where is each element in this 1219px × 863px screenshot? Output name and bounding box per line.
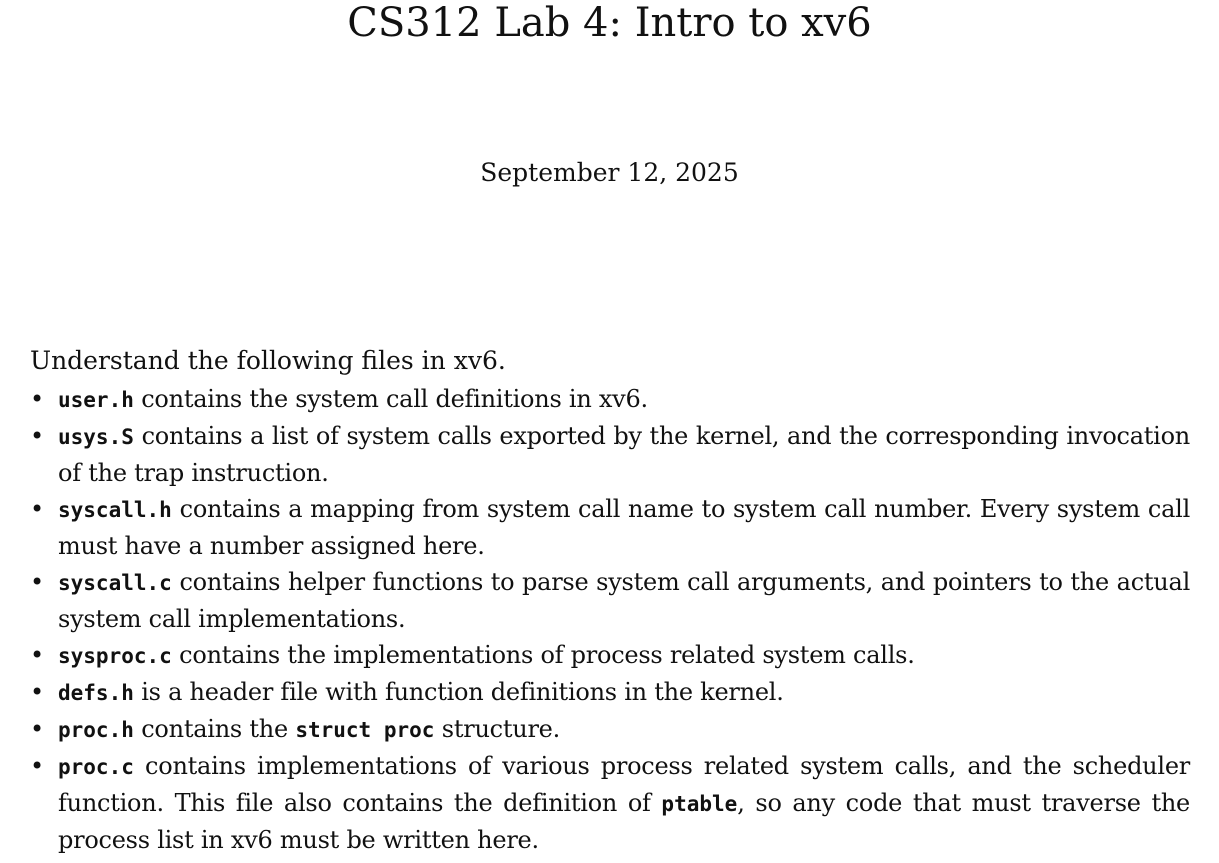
- document-date: September 12, 2025: [480, 158, 739, 187]
- item-description: contains the implementations of process related system calls.: [171, 641, 915, 669]
- list-item-sysproc-c: [30, 637, 1190, 674]
- file-list: [30, 381, 1190, 858]
- file-name: proc.h: [58, 718, 134, 742]
- item-description: contains a mapping from system call name to system call number. Every system call must have a number assigned here.: [58, 495, 1190, 560]
- inline-code: ptable: [661, 792, 738, 816]
- item-description: contains implementations of various process related system calls, and the scheduler function. This file also contains the definition of: [58, 752, 1190, 817]
- item-description: contains helper functions to parse system call arguments, and pointers to the actual system call implementations.: [58, 568, 1190, 633]
- item-description-tail: , so any code that must traverse the process list in xv6 must be written here.: [58, 789, 1191, 854]
- list-item-proc-c: [30, 748, 1190, 858]
- file-name: defs.h: [58, 681, 134, 705]
- file-name: syscall.c: [58, 571, 172, 595]
- item-description: contains the: [133, 715, 296, 743]
- file-name: syscall.h: [58, 498, 172, 522]
- item-description: contains a list of system calls exported by the kernel, and the corresponding invocation of the trap instruction.: [58, 422, 1190, 487]
- file-name: sysproc.c: [58, 644, 172, 668]
- list-item-usys-s: [30, 418, 1190, 491]
- page-title: CS312 Lab 4: Intro to xv6: [347, 0, 872, 46]
- list-item-proc-h: [30, 711, 1190, 748]
- item-description-tail: structure.: [434, 715, 561, 743]
- list-item-user-h: [30, 381, 1190, 418]
- file-name: usys.S: [58, 425, 134, 449]
- intro-text: Understand the following files in xv6.: [30, 346, 506, 375]
- item-description: is a header file with function definitions in the kernel.: [133, 678, 784, 706]
- list-item-defs-h: [30, 674, 1190, 711]
- file-name: proc.c: [58, 755, 134, 779]
- list-item-syscall-h: [30, 491, 1190, 564]
- file-name: user.h: [58, 388, 134, 412]
- inline-code: struct proc: [295, 718, 435, 742]
- item-description: contains the system call definitions in xv6.: [133, 385, 648, 413]
- list-item-syscall-c: [30, 564, 1190, 637]
